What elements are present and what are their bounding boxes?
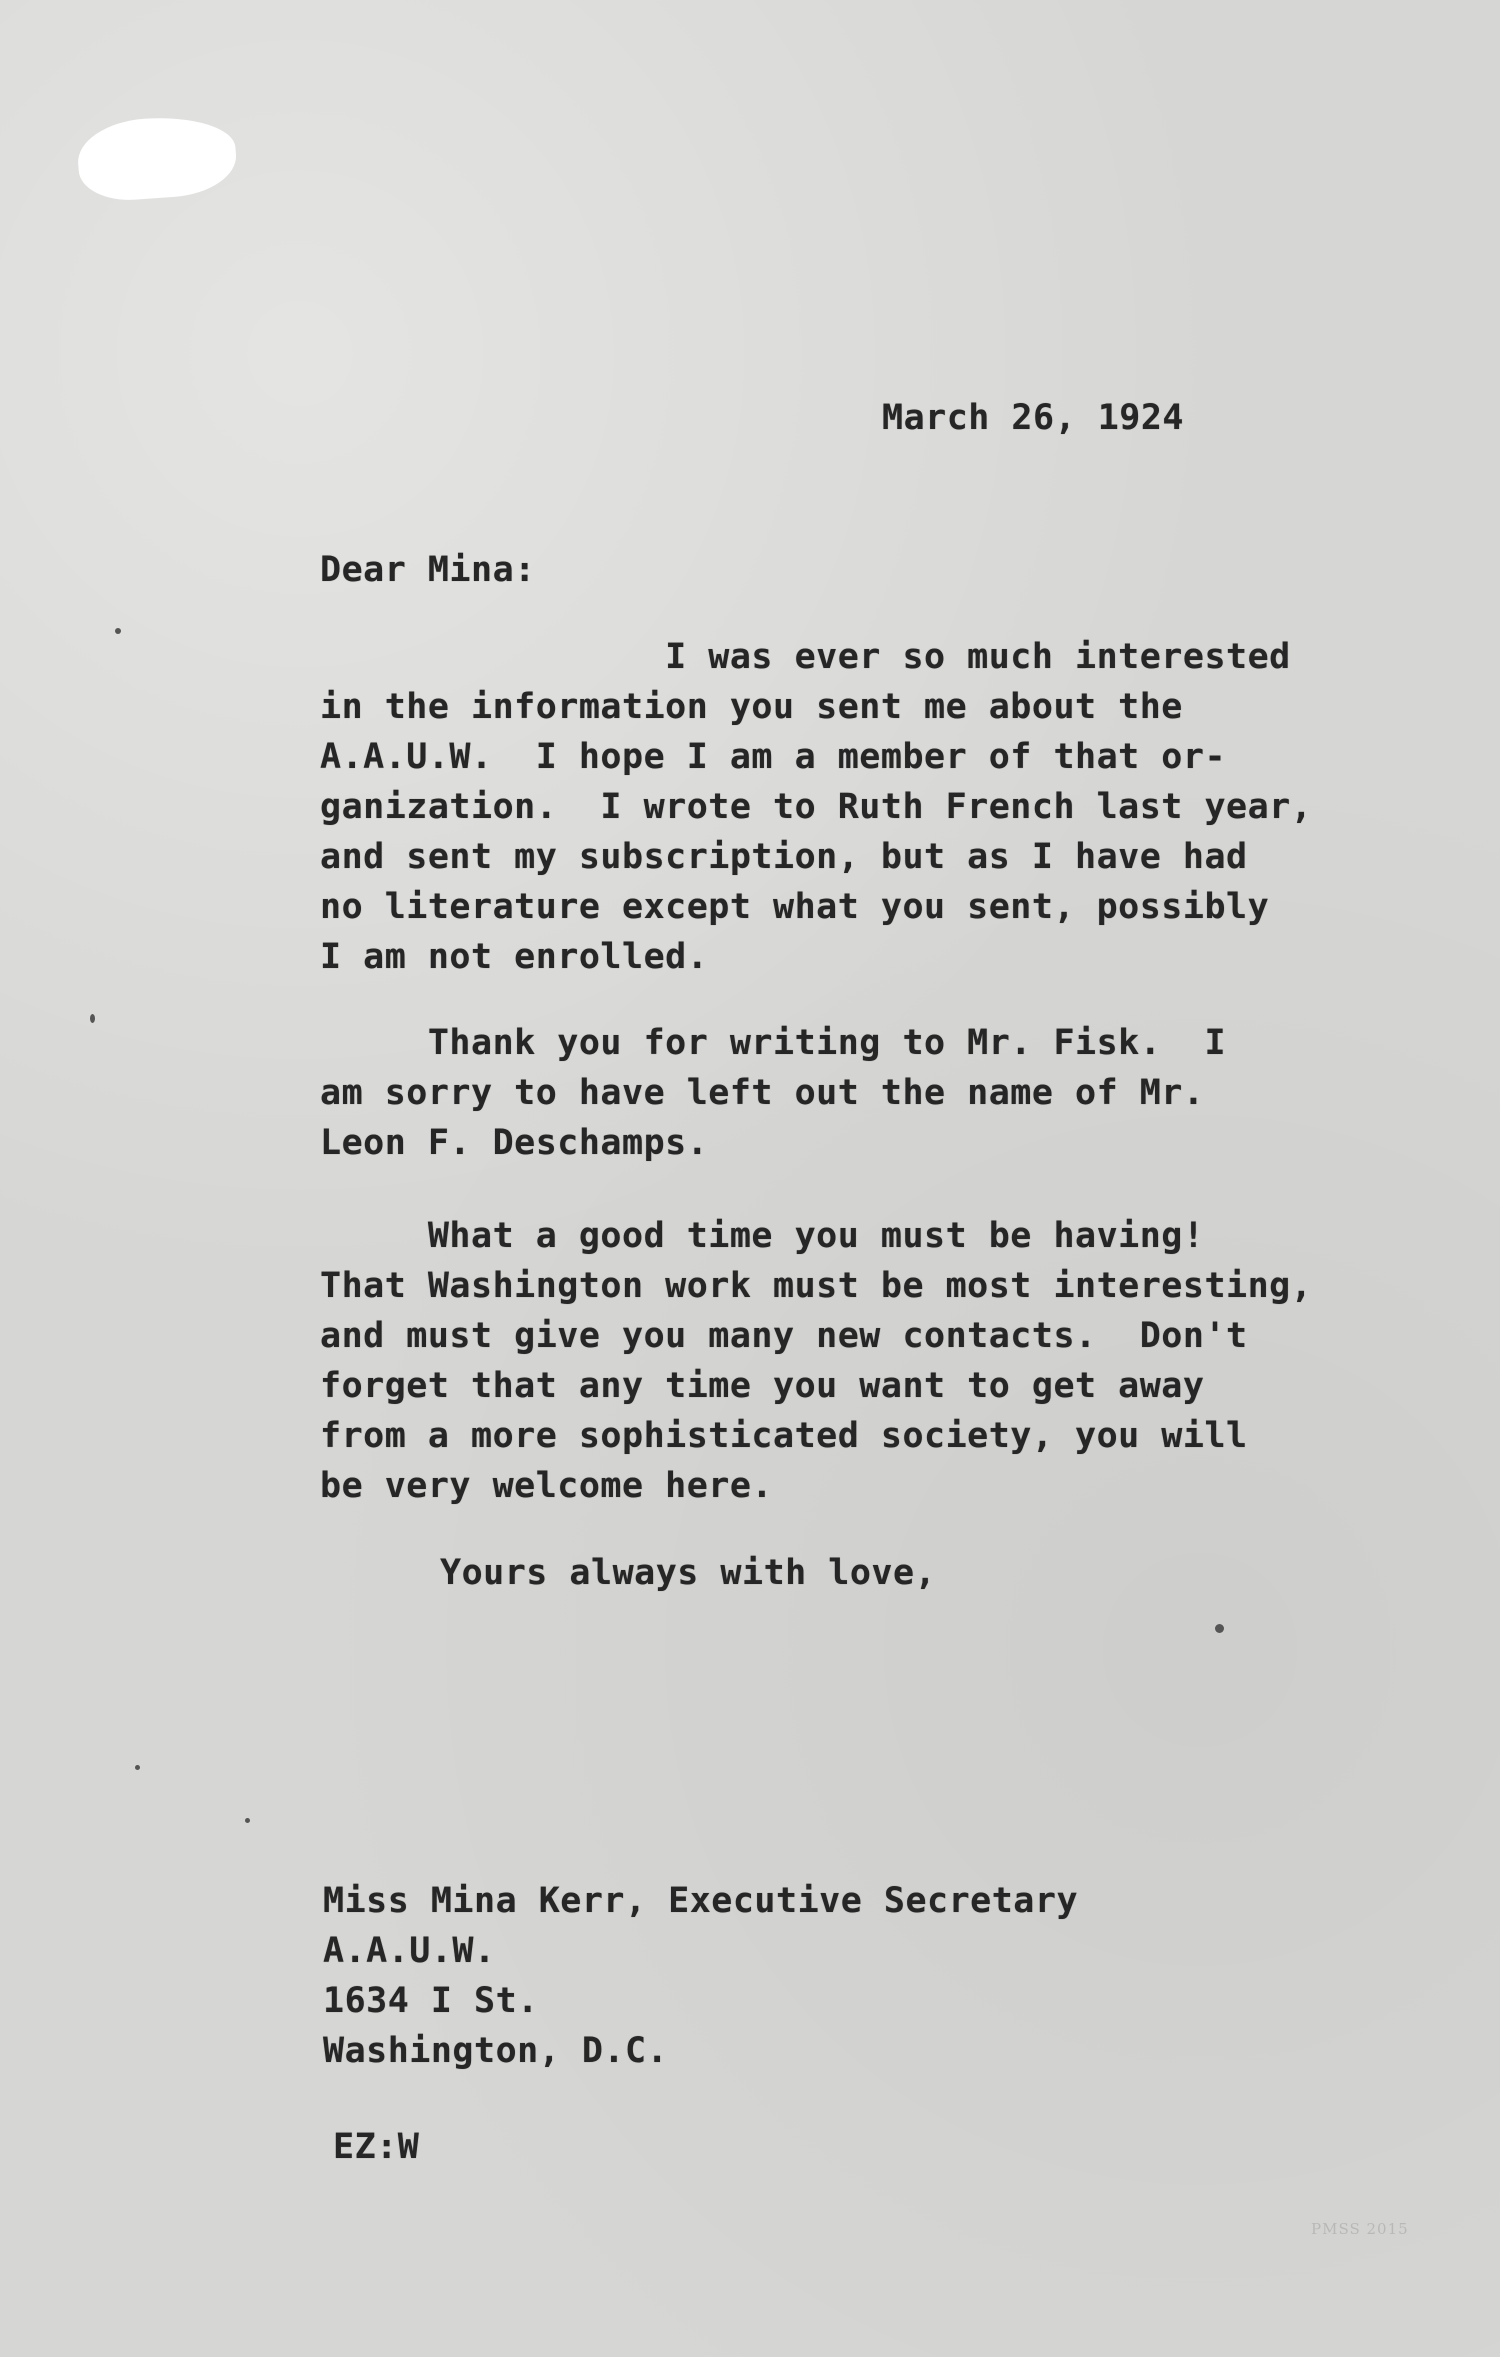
addressee-block: Miss Mina Kerr, Executive Secretary A.A.U.W. 1634 I St. Washington, D.C.: [323, 1881, 1079, 2071]
typist-initials: EZ:W: [333, 2127, 420, 2167]
paper-speck: [1215, 1624, 1224, 1633]
salutation: Dear Mina:: [320, 550, 536, 590]
torn-corner: [75, 113, 238, 204]
paper-speck: [135, 1765, 140, 1770]
body-paragraph-2: Thank you for writing to Mr. Fisk. I am sorry to have left out the name of Mr. Leon F. Deschamps.: [320, 1023, 1227, 1163]
paper-speck: [245, 1818, 250, 1823]
closing: Yours always with love,: [440, 1553, 937, 1593]
body-paragraph-1: I was ever so much interested in the information you sent me about the A.A.U.W. I hope I am a member of that or- ganization. I wrote to Ruth French last year, and sent my subscription, but as I have had no literature except what you sent, possibly I am not enrolled.: [320, 637, 1313, 977]
archive-watermark: PMSS 2015: [1311, 2220, 1409, 2238]
paper-speck: [115, 628, 121, 634]
body-paragraph-3: What a good time you must be having! That Washington work must be most interesting, and must give you many new contacts. Don't forget that any time you want to get away from a more sophisticated society, you will be very welcome here.: [320, 1216, 1313, 1506]
paper-speck: [90, 1014, 95, 1023]
letter-date: March 26, 1924: [882, 398, 1185, 438]
